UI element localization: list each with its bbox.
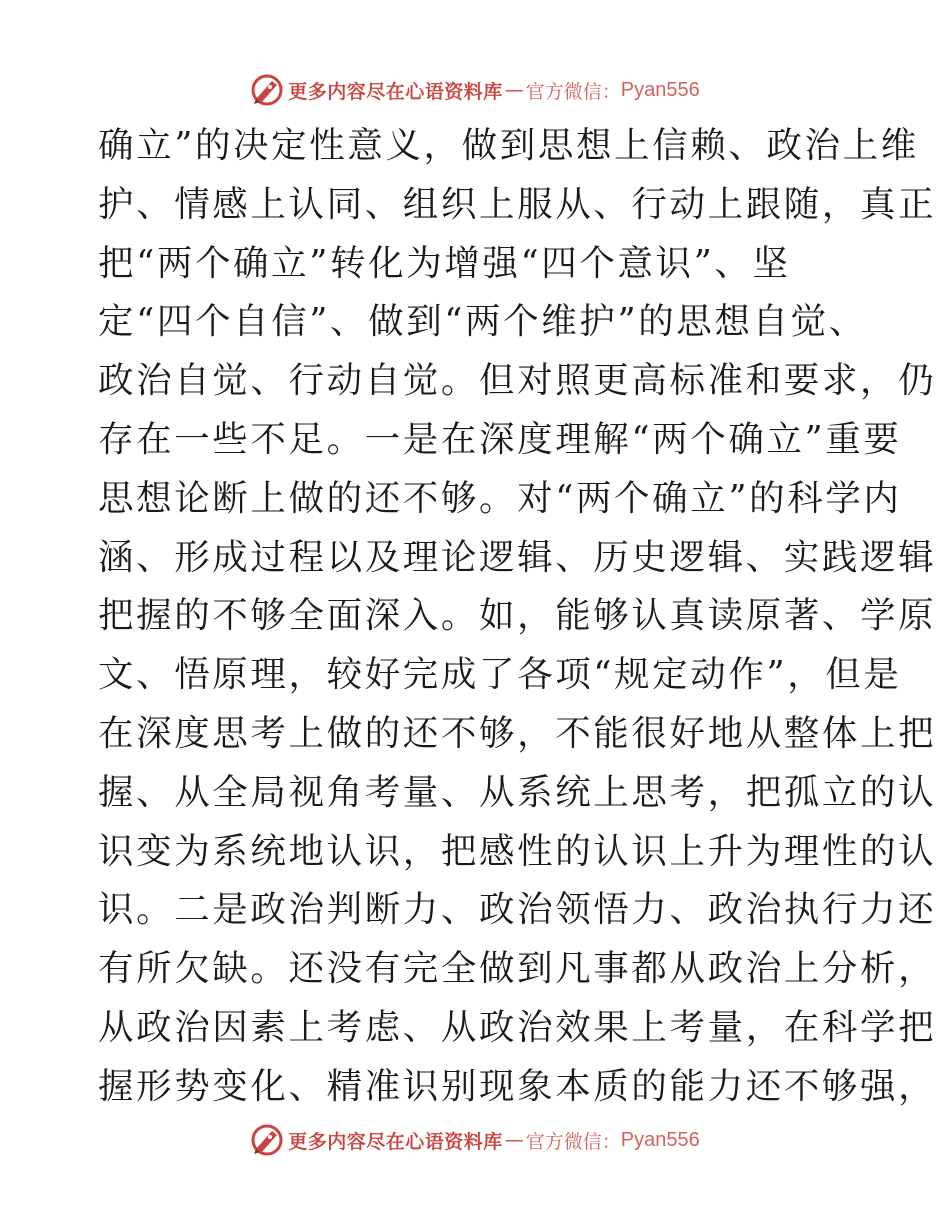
document-body bbox=[98, 117, 937, 1117]
text-line: 识变为系统地认识，把感性的认识上升为理性的认 bbox=[98, 830, 937, 872]
pen-nib-logo-icon bbox=[250, 1123, 284, 1157]
header-banner bbox=[0, 70, 950, 110]
header-dash: — bbox=[504, 79, 524, 101]
text-line: 护、情感上认同、组织上服从、行动上跟随，真正 bbox=[98, 183, 937, 225]
text-line: 在深度思考上做的还不够，不能很好地从整体上把 bbox=[98, 712, 937, 754]
text-line: 思想论断上做的还不够。对“两个确立”的科学内 bbox=[98, 477, 902, 519]
header-wechat-id: Pyan556 bbox=[620, 78, 700, 101]
footer-dash: — bbox=[504, 1129, 524, 1151]
text-line: 涵、形成过程以及理论逻辑、历史逻辑、实践逻辑 bbox=[98, 536, 937, 578]
header-promo-text: 更多内容尽在心语资料库 bbox=[288, 80, 503, 103]
text-line: 握、从全局视角考量、从系统上思考，把孤立的认 bbox=[98, 771, 937, 813]
footer-banner bbox=[0, 1120, 950, 1160]
footer-official-label: 官方微信： bbox=[525, 1130, 621, 1153]
text-line: 握形势变化、精准识别现象本质的能力还不够强， bbox=[98, 1065, 937, 1107]
pen-nib-logo-icon bbox=[250, 73, 284, 107]
text-line: 有所欠缺。还没有完全做到凡事都从政治上分析， bbox=[98, 948, 937, 990]
text-line: 定“四个自信”、做到“两个维护”的思想自觉、 bbox=[98, 301, 867, 343]
text-line: 从政治因素上考虑、从政治效果上考量，在科学把 bbox=[98, 1006, 937, 1048]
text-line: 把握的不够全面深入。如，能够认真读原著、学原 bbox=[98, 595, 937, 637]
header-official-label: 官方微信： bbox=[525, 80, 621, 103]
text-line: 确立”的决定性意义，做到思想上信赖、政治上维 bbox=[98, 125, 919, 166]
text-line: 政治自觉、行动自觉。但对照更高标准和要求，仍 bbox=[98, 360, 937, 402]
text-line: 识。二是政治判断力、政治领悟力、政治执行力还 bbox=[98, 889, 937, 931]
footer-promo-text: 更多内容尽在心语资料库 bbox=[288, 1130, 503, 1153]
text-line: 文、悟原理，较好完成了各项“规定动作”，但是 bbox=[98, 654, 902, 696]
footer-wechat-id: Pyan556 bbox=[620, 1128, 700, 1151]
text-line: 把“两个确立”转化为增强“四个意识”、坚 bbox=[98, 242, 791, 284]
text-line: 存在一些不足。一是在深度理解“两个确立”重要 bbox=[98, 418, 902, 460]
